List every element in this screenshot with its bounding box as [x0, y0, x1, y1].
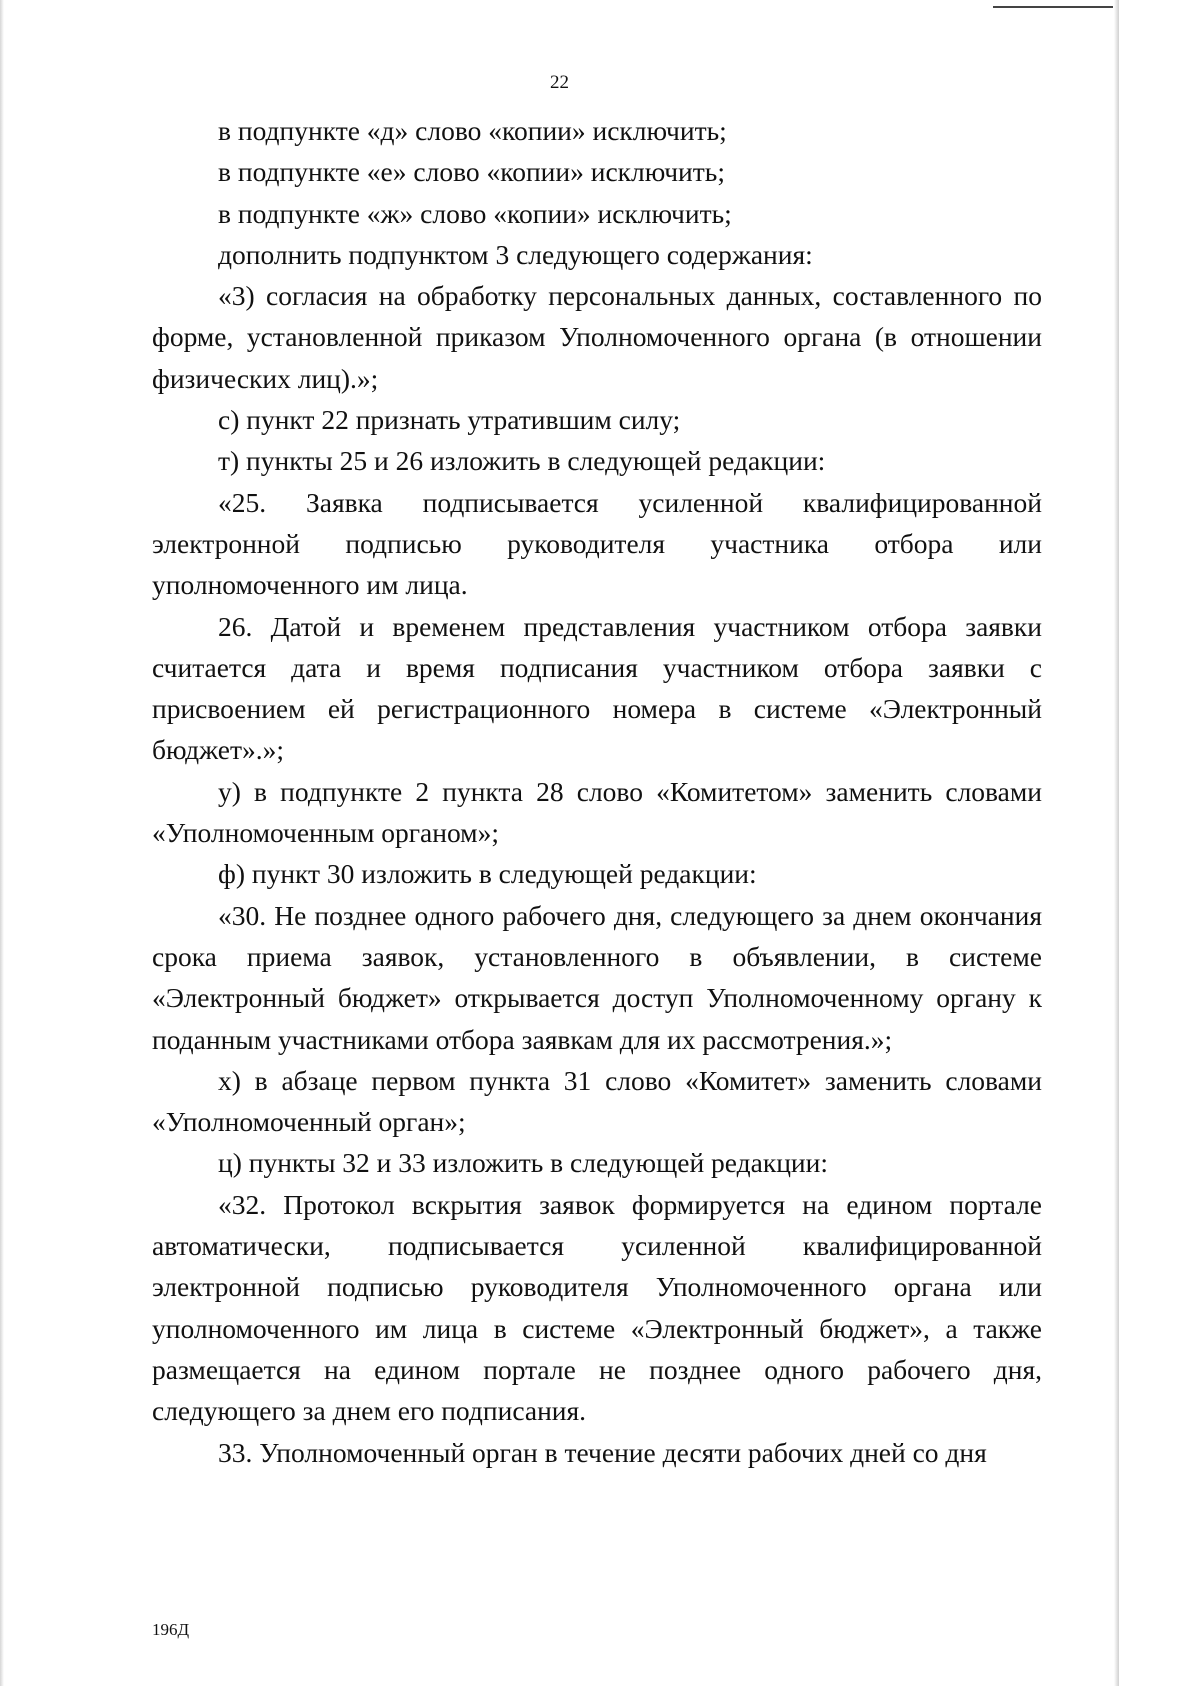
paragraph-16: 33. Уполномоченный орган в течение десяти рабочих дней со дня [218, 1436, 987, 1468]
paragraph-3: в подпункте «ж» слово «копии» исключить; [218, 197, 732, 229]
document-footer-code: 196Д [152, 1620, 190, 1639]
paragraph-5: «3) согласия на обработку персональных данных, составленного по форме, установленной приказом Уполномоченного органа (в отношении физических лиц).»; [152, 280, 1042, 394]
paragraph-7: т) пункты 25 и 26 изложить в следующей редакции: [218, 445, 826, 477]
paragraph-6: с) пункт 22 признать утратившим силу; [218, 404, 681, 436]
paragraph-10: у) в подпункте 2 пункта 28 слово «Комитетом» заменить словами «Уполномоченным органом»; [152, 775, 1042, 849]
scan-edge-left [0, 0, 4, 1686]
paragraph-1: в подпункте «д» слово «копии» исключить; [218, 115, 727, 146]
paragraph-11: ф) пункт 30 изложить в следующей редакции: [218, 858, 757, 890]
paragraph-4: дополнить подпунктом 3 следующего содержания: [218, 238, 813, 270]
paragraph-2: в подпункте «е» слово «копии» исключить; [218, 156, 725, 188]
paragraph-13: х) в абзаце первом пункта 31 слово «Комитет» заменить словами «Уполномоченный орган»; [152, 1064, 1042, 1138]
paragraph-9: 26. Датой и временем представления участником отбора заявки считается дата и время подписания участником отбора заявки с присвоением ей регистрационного номера в системе «Электронный бюджет».»; [152, 610, 1042, 766]
paragraph-8: «25. Заявка подписывается усиленной квалифицированной электронной подписью руководителя участника отбора или уполномоченного им лица. [152, 486, 1042, 601]
paragraph-15: «32. Протокол вскрытия заявок формируется на едином портале автоматически, подписывается усиленной квалифицированной электронной подписью руководителя Уполномоченного органа или уполномоченного им лица в системе «Электронный бюджет», а также размещается на едином портале не позднее одного рабочего дня, следующего за днем его подписания. [152, 1188, 1042, 1427]
document-body [152, 110, 1042, 1473]
scan-edge-right [1114, 0, 1119, 1686]
page-number: 22 [550, 72, 569, 93]
paragraph-14: ц) пункты 32 и 33 изложить в следующей редакции: [218, 1147, 828, 1179]
paragraph-12: «30. Не позднее одного рабочего дня, следующего за днем окончания срока приема заявок, установленного в объявлении, в системе «Электронный бюджет» открывается доступ Уполномоченному органу к поданным участниками отбора заявкам для их рассмотрения.»; [152, 899, 1042, 1055]
scan-mark-top-right [993, 6, 1113, 8]
